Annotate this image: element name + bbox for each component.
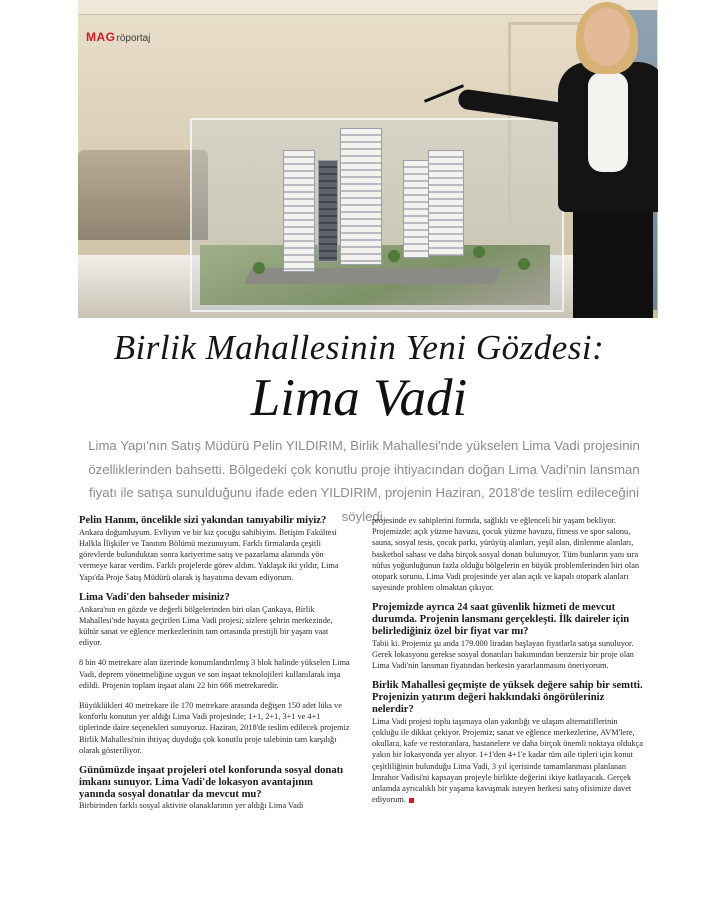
answer-paragraph: Ankara doğumluyum. Evliyim ve bir kız çocuğu sahibiyim. İletişim Fakültesi Halkla İlişkiler ve Tanıtım Bölümü mezunuyum. Farklı firmalarda çeşitli görevlerde bulunduktan sonra kariyerime satış ve pazarlama alanında yön vermeye karar verdim. Farklı projelerde görev aldım. Yaklaşık iki yıldır, Lima Yapı'da Proje Satış Müdürü olarak iş hayatıma devam ediyorum. [79, 527, 339, 582]
article-title-line1: Birlik Mahallesinin Yeni Gözdesi: [113, 328, 605, 367]
question: Lima Vadi'den bahseder misiniz? [79, 591, 230, 603]
answer-paragraph: Tabii ki. Projemiz şu anda 179.000 liradan başlayan fiyatlarla satışa sunuluyor. Gerek lokasyonu gerekse sosyal donatıları bakımından benzersiz bir proje olan Lima Vadi'nin lansman fiyatından herkesin yararlanmasını öneriyorum. [372, 638, 634, 671]
person-face [584, 8, 630, 66]
question: Birlik Mahallesi geçmişte de yüksek değere sahip bir semtti. Projenizin yatırım değeri hakkındaki öngörüleriniz nelerdir? [372, 680, 643, 716]
model-building [428, 150, 464, 256]
question: Günümüzde inşaat projeleri otel konforunda sosyal donatı imkanı sunuyor. Lima Vadi'de lokasyon avantajının yanında sosyal donatılar da mevcut mu? [79, 765, 344, 800]
answer-paragraph [372, 716, 644, 806]
hero-sofa [78, 150, 208, 240]
model-building [340, 128, 382, 265]
answer-paragraph: projesinde ev sahiplerini formda, sağlıklı ve eğlenceli bir yaşam bekliyor. Projemizde; açık yüzme havuzu, çocuk yüzme havuzu, fitness ve spor salonu, sauna, sosyal tesis, çocuk parkı, yürüyüş alanları, yeşil alan, dinlenme alanları, basketbol sahası ve daha birçok sosyal donatı bulunuyor. Tüm bunların yanı sıra nüfus yoğunluğunun fazla olduğu bölgelerin en büyük problemlerinden biri olan otopark sorunu, Lima Vadi projesinde yer alan açık ve kapalı otopark alanları sayesinde problem olmaktan çıkıyor. [372, 516, 640, 593]
model-building [318, 160, 338, 262]
answer-paragraph: 8 bin 40 metrekare alan üzerinde konumlandırılmış 3 blok halinde yükselen Lima Vadi, deprem yönetmeliğine uygun ve son inşaat teknolojileri kullanılarak inşa edildi. Projenin toplam inşaat alanı 22 bin 666 metrekaredir. [79, 658, 350, 690]
magazine-section-label [86, 31, 150, 45]
model-tree [388, 250, 400, 262]
model-building [283, 150, 315, 272]
model-building [403, 160, 429, 258]
article-lead: Lima Yapı'nın Satış Müdürü Pelin YILDIRIM, Birlik Mahallesi'nde yükselen Lima Vadi projesinin özelliklerinden bahsetti. Bölgedeki çok konutlu proje ihtiyacından doğan Lima Vadi'nin lansman fiyatı ile satışa sunulduğunu ifade eden YILDIRIM, projenin Haziran, 2018'de teslim edileceğini söyledi. [88, 438, 640, 524]
answer-paragraph: Birbirinden farklı sosyal aktivite olanaklarının yer aldığı Lima Vadi [79, 801, 304, 811]
right-column [372, 515, 644, 805]
article-end-mark [409, 798, 414, 803]
hero-photo [78, 0, 658, 318]
answer-paragraph: Ankara'nın en gözde ve değerli bölgelerinden biri olan Çankaya, Birlik Mahallesi'nde hayata geçirilen Lima Vadi projesi; sizlere şehrin merkezinde, kültür sanat ve eğlence merkezlerinin tam ortasında prestijli bir yaşam vaat ediyor. [79, 604, 333, 648]
question: Projemizde ayrıca 24 saat güvenlik hizmeti de mevcut durumda. Projenin lansmanı gerçekleşti. İlk daireler için belirlediğiniz özel bir fiyat var mı? [372, 602, 630, 638]
model-tree [518, 258, 530, 270]
magazine-brand: MAG [86, 30, 116, 44]
question: Pelin Hanım, öncelikle sizi yakından tanıyabilir miyiz? [79, 515, 327, 526]
model-tree [253, 262, 265, 274]
left-column [79, 515, 351, 812]
hero-ceiling [78, 0, 658, 15]
article-title-line2: Lima Vadi [250, 369, 468, 427]
section-name: röportaj [116, 33, 151, 44]
final-answer-text: Lima Vadi projesi toplu taşımaya olan yakınlığı ve ulaşım alternatiflerinin çokluğu ile dikkat çekiyor. Projemiz; sanat ve eğlence merkezlerine, AVM'lere, okullara, kafe ve restoranlara, hastanelere ve daha birçok önemli noktaya oldukça yakın bir lokasyonda yer alıyor. 1+1'den 4+1'e kadar tüm aile tipleri için konut çeşitliliğinin bulunduğu Lima Vadi, 3 yıl içerisinde tamamlanması planlanan İmrahor Vadisi'ni kapsayan projeyle birlikte değerini ikiye katlayacak. Gerçek anlamda ayrıcalıklı bir yaşama kavuşmak isteyen herkesi satış ofisimize davet ediyorum. [372, 716, 643, 805]
answer-paragraph: Büyüklükleri 40 metrekare ile 170 metrekare arasında değişen 150 adet lüks ve konforlu konutun yer aldığı Lima Vadi projesinde; 1+1, 2+1, 3+1 ve 4+1 tiplerinde daire seçenekleri sunuyoruz. Haziran, 2018'de teslim edilecek projemiz Birlik Mahallesi'nin ihtiyaç duyduğu çok konutlu proje talebinin tam karşılığı olarak gösteriliyor. [79, 701, 350, 755]
person-legs [573, 196, 653, 318]
model-tree [473, 246, 485, 258]
person-shirt [588, 72, 628, 172]
